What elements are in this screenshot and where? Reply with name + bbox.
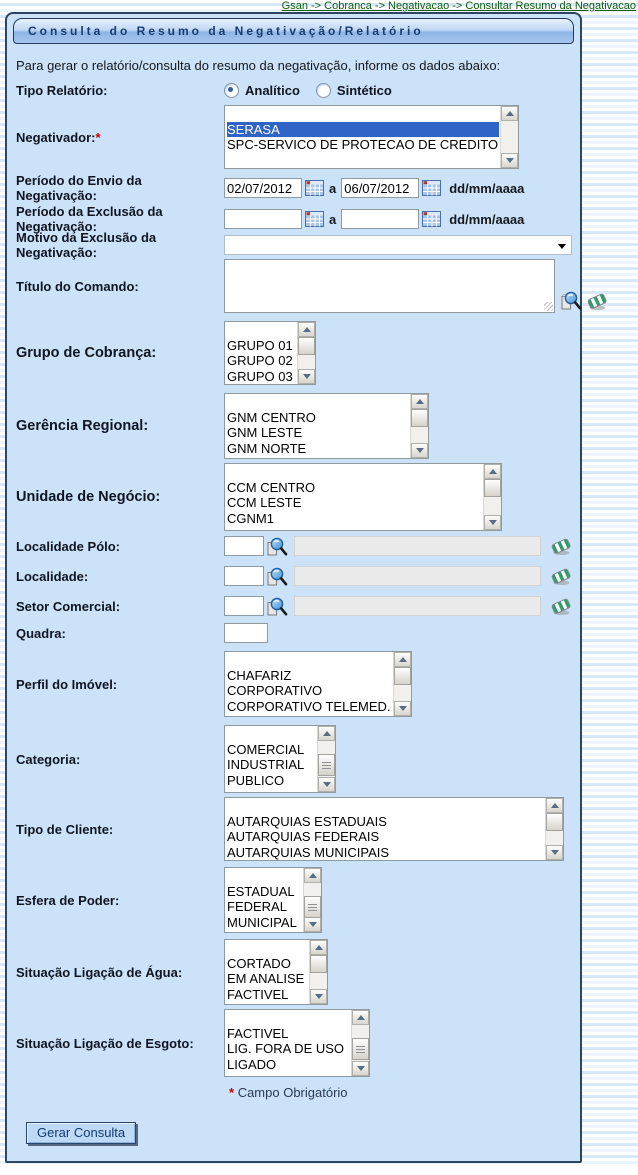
list-item-selected[interactable]: SERASA xyxy=(227,122,499,138)
list-item[interactable]: FACTIVEL xyxy=(227,1025,289,1041)
scroll-up-button[interactable] xyxy=(546,798,563,813)
scrollbar[interactable] xyxy=(393,652,411,716)
arrow-down-icon xyxy=(416,448,424,453)
form xyxy=(7,44,580,1144)
situacao-esgoto-list[interactable] xyxy=(224,1009,370,1077)
esfera-poder-list[interactable] xyxy=(224,867,322,933)
list-item[interactable]: CORPORATIVO TELEMED. xyxy=(227,698,391,714)
scrollbar-track[interactable] xyxy=(394,667,411,701)
scroll-up-button[interactable] xyxy=(304,868,321,883)
scrollbar-track[interactable] xyxy=(318,741,335,777)
list-item[interactable]: GRUPO 01 xyxy=(227,337,293,353)
scrollbar[interactable] xyxy=(303,868,321,932)
scrollbar[interactable] xyxy=(297,322,315,384)
arrow-up-icon xyxy=(303,327,311,332)
list-item[interactable] xyxy=(227,798,544,814)
list-item[interactable] xyxy=(227,464,482,480)
scroll-down-button[interactable] xyxy=(484,515,501,530)
quadra-input[interactable] xyxy=(224,623,268,643)
list-item[interactable]: CHAFARIZ xyxy=(227,667,292,683)
periodo-exclusao-label: Período da Exclusão da Negativação: xyxy=(16,204,163,234)
scrollbar-thumb[interactable] xyxy=(318,754,335,776)
arrow-down-icon xyxy=(315,994,323,999)
motivo-exclusao-select[interactable] xyxy=(224,235,572,255)
scrollbar-track[interactable] xyxy=(546,813,563,845)
list-item[interactable]: FEDERAL xyxy=(227,899,287,914)
date-separator: a xyxy=(329,180,337,196)
scrollbar-thumb[interactable] xyxy=(298,337,315,355)
tipo-cliente-label: Tipo de Cliente: xyxy=(16,821,114,837)
scroll-down-button[interactable] xyxy=(501,153,518,168)
titulo-comando-label: Título do Comando: xyxy=(16,278,139,294)
categoria-list[interactable] xyxy=(224,725,336,793)
date-format-hint: dd/mm/aaaa xyxy=(449,180,525,196)
situacao-agua-list[interactable] xyxy=(224,939,328,1005)
list-item[interactable]: COMERCIAL xyxy=(227,741,305,757)
esfera-poder-label: Esfera de Poder: xyxy=(16,892,120,908)
list-item[interactable]: GNM LESTE xyxy=(227,425,303,440)
arrow-up-icon xyxy=(357,1015,365,1020)
negativador-label: Negativador:* xyxy=(16,129,101,145)
scroll-up-button[interactable] xyxy=(298,322,315,337)
tipo-relatorio-label: Tipo Relatório: xyxy=(16,82,108,98)
list-item[interactable]: AUTARQUIAS MUNICIPAIS xyxy=(227,844,390,860)
list-item[interactable]: CGNM1 xyxy=(227,510,274,526)
eraser-icon[interactable] xyxy=(551,597,572,616)
resize-grip-icon[interactable] xyxy=(544,302,553,311)
search-icon[interactable] xyxy=(559,290,582,311)
calendar-icon[interactable] xyxy=(422,180,441,196)
scrollbar-thumb[interactable] xyxy=(484,479,501,497)
scrollbar[interactable] xyxy=(500,106,518,168)
list-item[interactable]: AUTARQUIAS FEDERAIS xyxy=(227,829,380,844)
list-item[interactable] xyxy=(227,322,296,338)
list-item[interactable]: CCM LESTE xyxy=(227,495,302,510)
list-item[interactable]: LIGADO xyxy=(227,1056,277,1072)
negativador-list[interactable] xyxy=(224,105,519,169)
list-item[interactable]: MUNICIPAL xyxy=(227,914,297,930)
arrow-up-icon xyxy=(489,469,497,474)
scrollbar[interactable] xyxy=(545,798,563,860)
scrollbar-track[interactable] xyxy=(352,1025,369,1061)
radio-sintetico[interactable] xyxy=(316,83,331,98)
localidade-polo-name-field xyxy=(294,536,541,556)
arrow-up-icon xyxy=(399,657,407,662)
scrollbar[interactable] xyxy=(351,1010,369,1076)
localidade-name-field xyxy=(294,566,541,586)
scrollbar-track[interactable] xyxy=(298,337,315,369)
scroll-up-button[interactable] xyxy=(318,726,335,741)
scrollbar-thumb[interactable] xyxy=(411,409,428,427)
unidade-negocio-label: Unidade de Negócio: xyxy=(16,488,161,505)
motivo-exclusao-label: Motivo da Exclusão da Negativação: xyxy=(16,230,157,260)
scrollbar-thumb[interactable] xyxy=(546,813,563,831)
scrollbar[interactable] xyxy=(317,726,335,792)
list-item[interactable] xyxy=(227,868,302,884)
list-item[interactable]: LIG. FORA DE USO xyxy=(227,1041,345,1056)
search-icon[interactable] xyxy=(265,566,288,587)
scrollbar-thumb[interactable] xyxy=(352,1038,369,1060)
arrow-up-icon xyxy=(309,873,317,878)
eraser-icon[interactable] xyxy=(551,537,572,556)
calendar-icon[interactable] xyxy=(305,211,324,227)
list-item[interactable] xyxy=(227,652,392,668)
scrollbar-thumb[interactable] xyxy=(304,896,321,918)
periodo-exclusao-to-input[interactable] xyxy=(341,209,419,229)
situacao-esgoto-label: Situação Ligação de Esgoto: xyxy=(16,1035,194,1051)
consulta-panel xyxy=(5,12,582,1163)
periodo-envio-to-input[interactable] xyxy=(341,178,419,198)
scroll-up-button[interactable] xyxy=(310,940,327,955)
list-item[interactable]: GRUPO 02 xyxy=(227,353,293,368)
arrow-down-icon xyxy=(551,850,559,855)
list-item[interactable]: FACTIVEL xyxy=(227,986,289,1002)
arrow-down-icon xyxy=(323,782,331,787)
list-item[interactable]: EM ANALISE xyxy=(227,971,305,986)
periodo-envio-from-input[interactable] xyxy=(224,178,302,198)
localidade-input[interactable] xyxy=(224,566,264,586)
list-item[interactable]: CORTADO xyxy=(227,955,291,971)
perfil-imovel-list[interactable] xyxy=(224,651,412,717)
arrow-down-icon xyxy=(489,520,497,525)
date-separator: a xyxy=(329,211,337,227)
localidade-label: Localidade: xyxy=(16,568,89,584)
radio-sintetico-label[interactable]: Sintético xyxy=(336,82,392,98)
scroll-up-button[interactable] xyxy=(501,106,518,121)
unidade-negocio-list[interactable] xyxy=(224,463,502,531)
scrollbar-track[interactable] xyxy=(501,121,518,153)
list-item[interactable]: PUBLICO xyxy=(227,772,285,788)
arrow-down-icon xyxy=(357,1066,365,1071)
calendar-icon[interactable] xyxy=(422,211,441,227)
required-footnote: * Campo Obrigatório xyxy=(229,1085,348,1100)
arrow-down-icon xyxy=(506,158,514,163)
scrollbar-track[interactable] xyxy=(310,955,327,989)
localidade-polo-input[interactable] xyxy=(224,536,264,556)
scrollbar[interactable] xyxy=(483,464,501,530)
scroll-up-button[interactable] xyxy=(411,394,428,409)
page-title: Consulta do Resumo da Negativação/Relatório xyxy=(13,18,574,44)
scrollbar-track[interactable] xyxy=(304,883,321,917)
scroll-down-button[interactable] xyxy=(298,369,315,384)
scroll-down-button[interactable] xyxy=(546,845,563,860)
list-item[interactable]: INDUSTRIAL xyxy=(227,757,305,772)
scrollbar-track[interactable] xyxy=(484,479,501,515)
list-item[interactable]: AUTARQUIAS ESTADUAIS xyxy=(227,813,387,829)
list-item[interactable] xyxy=(227,394,409,410)
gerencia-regional-list[interactable] xyxy=(224,393,429,459)
breadcrumb[interactable]: Gsan -> Cobranca -> Negativacao -> Consultar Resumo da Negativacao xyxy=(281,0,636,12)
list-item[interactable]: CORPORATIVO xyxy=(227,683,323,698)
grupo-cobranca-label: Grupo de Cobrança: xyxy=(16,344,157,361)
arrow-down-icon xyxy=(303,374,311,379)
titulo-comando-textarea[interactable] xyxy=(224,259,555,313)
eraser-icon[interactable] xyxy=(587,292,608,311)
arrow-up-icon xyxy=(323,731,331,736)
list-item[interactable]: GRUPO 03 xyxy=(227,368,293,384)
periodo-envio-label: Período do Envio da Negativação: xyxy=(16,173,142,203)
scrollbar-track[interactable] xyxy=(411,409,428,443)
arrow-up-icon xyxy=(315,945,323,950)
dropdown-arrow-icon xyxy=(558,244,566,249)
list-item[interactable] xyxy=(227,106,499,122)
list-item[interactable]: CCM CENTRO xyxy=(227,479,316,495)
list-item[interactable]: GNM CENTRO xyxy=(227,409,316,425)
situacao-agua-label: Situação Ligação de Água: xyxy=(16,964,183,980)
radio-analitico-label[interactable]: Analítico xyxy=(245,82,300,98)
arrow-up-icon xyxy=(551,803,559,808)
scroll-down-button[interactable] xyxy=(411,443,428,458)
eraser-icon[interactable] xyxy=(551,567,572,586)
radio-analitico[interactable] xyxy=(224,83,239,98)
arrow-up-icon xyxy=(506,111,514,116)
scroll-up-button[interactable] xyxy=(484,464,501,479)
list-item[interactable]: GNM NORTE xyxy=(227,440,307,456)
scrollbar-thumb[interactable] xyxy=(310,955,327,973)
search-icon[interactable] xyxy=(265,596,288,617)
arrow-down-icon xyxy=(309,922,317,927)
list-item[interactable]: SPC-SERVICO DE PROTECAO DE CREDITO xyxy=(227,137,499,152)
scrollbar[interactable] xyxy=(410,394,428,458)
calendar-icon[interactable] xyxy=(305,180,324,196)
scroll-down-button[interactable] xyxy=(352,1061,369,1076)
perfil-imovel-label: Perfil do Imóvel: xyxy=(16,676,118,692)
scroll-up-button[interactable] xyxy=(352,1010,369,1025)
setor-comercial-name-field xyxy=(294,596,541,616)
list-item[interactable] xyxy=(227,726,316,742)
scroll-down-button[interactable] xyxy=(310,989,327,1004)
setor-comercial-input[interactable] xyxy=(224,596,264,616)
intro-text: Para gerar o relatório/consulta do resumo da negativação, informe os dados abaixo: xyxy=(16,58,501,73)
scrollbar[interactable] xyxy=(309,940,327,1004)
arrow-up-icon xyxy=(416,399,424,404)
gerencia-regional-label: Gerência Regional: xyxy=(16,417,149,434)
arrow-down-icon xyxy=(399,706,407,711)
scroll-down-button[interactable] xyxy=(394,701,411,716)
localidade-polo-label: Localidade Pólo: xyxy=(16,538,121,554)
categoria-label: Categoria: xyxy=(16,751,81,767)
list-item[interactable]: ESTADUAL xyxy=(227,883,295,899)
scroll-up-button[interactable] xyxy=(394,652,411,667)
tipo-cliente-list[interactable] xyxy=(224,797,564,861)
date-format-hint: dd/mm/aaaa xyxy=(449,211,525,227)
grupo-cobranca-list[interactable] xyxy=(224,321,316,385)
quadra-label: Quadra: xyxy=(16,625,66,641)
scroll-down-button[interactable] xyxy=(304,917,321,932)
scrollbar-thumb[interactable] xyxy=(394,667,411,685)
setor-comercial-label: Setor Comercial: xyxy=(16,598,121,614)
gerar-consulta-button[interactable]: Gerar Consulta xyxy=(26,1122,136,1144)
list-item[interactable] xyxy=(227,940,308,956)
scroll-down-button[interactable] xyxy=(318,777,335,792)
periodo-exclusao-from-input[interactable] xyxy=(224,209,302,229)
list-item[interactable] xyxy=(227,1010,350,1026)
search-icon[interactable] xyxy=(265,536,288,557)
